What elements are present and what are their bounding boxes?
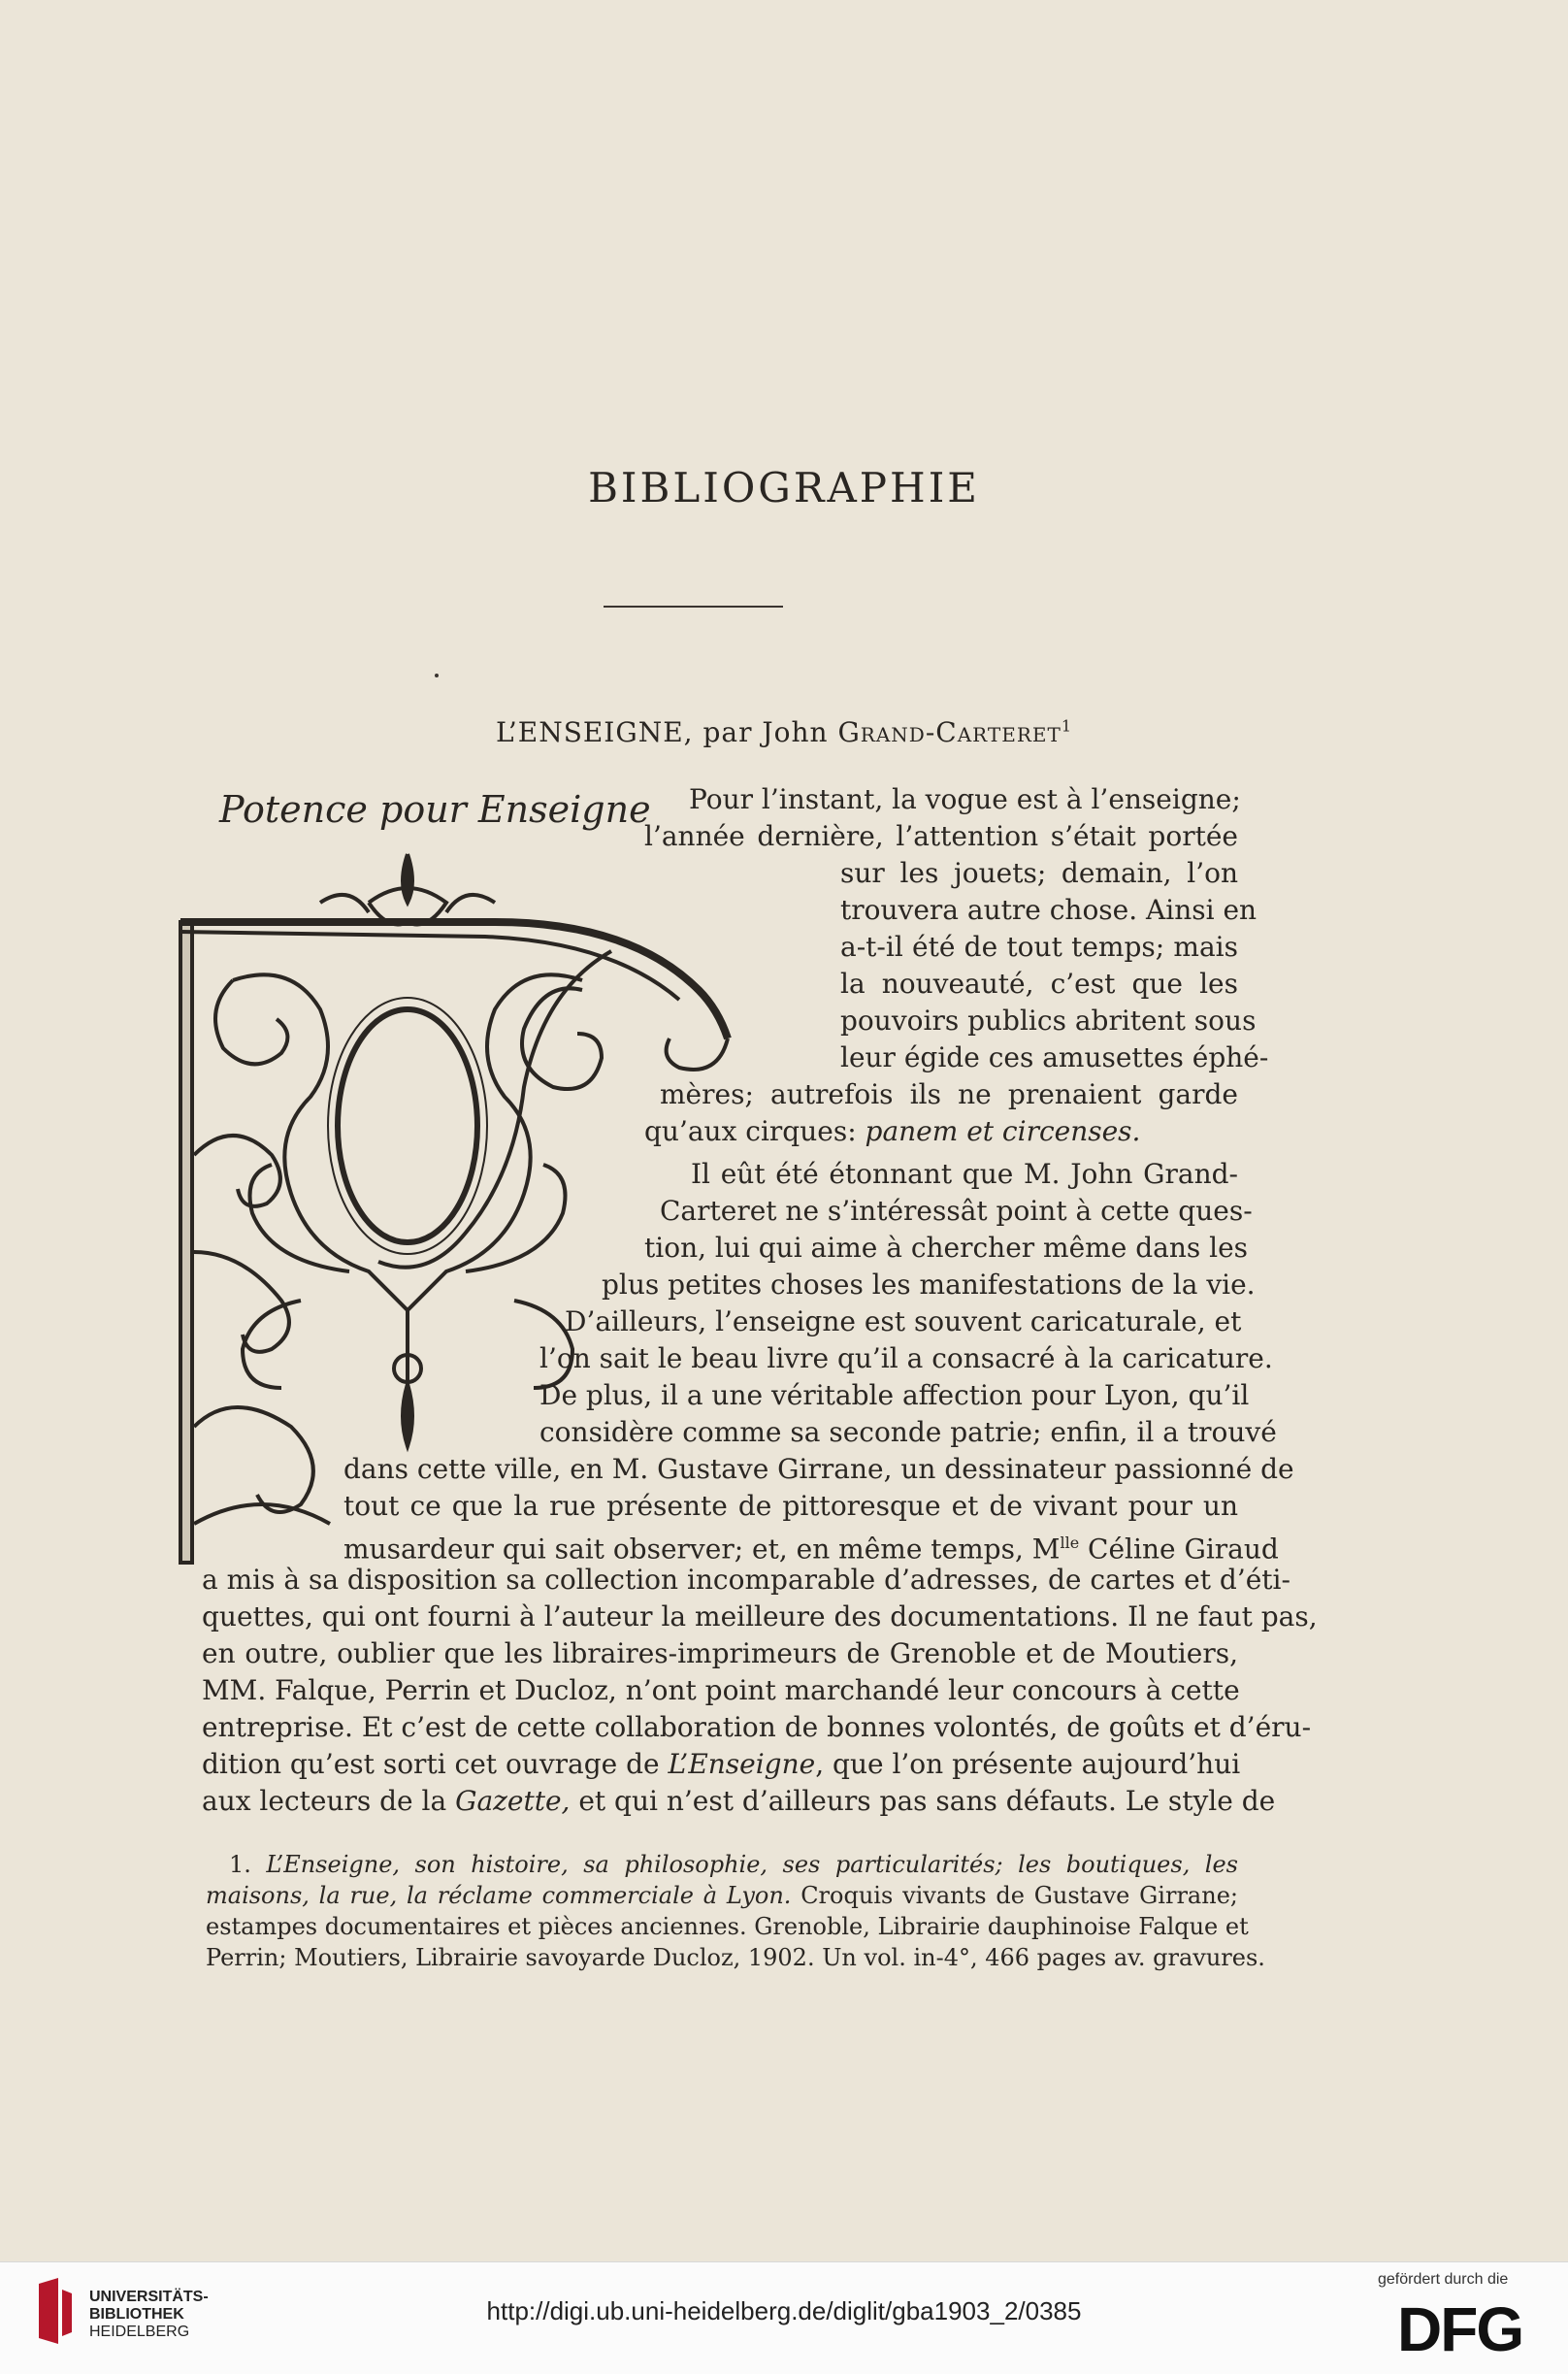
text-line [202, 1747, 1241, 1782]
footnote-line: Perrin; Moutiers, Librairie savoyarde Ducloz, 1902. Un vol. in-4°, 466 pages av. gravures. [206, 1944, 1265, 1971]
text-line: trouvera autre chose. Ainsi en [840, 894, 1258, 926]
article-heading [0, 716, 1568, 748]
italic-span: maisons, la rue, la réclame commerciale à Lyon. [206, 1882, 792, 1909]
text-line: entreprise. Et c’est de cette collaboration de bonnes volontés, de goûts et d’éru- [202, 1711, 1312, 1743]
superscript-span: lle [1060, 1533, 1080, 1552]
text-span: , que l’on présente aujourd’hui [815, 1748, 1241, 1780]
text-line [343, 1526, 1279, 1566]
italic-span: L’Enseigne [668, 1748, 816, 1780]
text-line: tout ce que la rue présente de pittoresque et de vivant pour un [343, 1490, 1238, 1522]
text-span: aux lecteurs de la [202, 1785, 456, 1817]
illustration-caption: Potence pour Enseigne [219, 788, 651, 831]
text-line: la nouveauté, c’est que les [840, 968, 1238, 1000]
footnote-line [229, 1850, 1238, 1879]
text-line: a mis à sa disposition sa collection incomparable d’adresses, de cartes et d’éti- [202, 1564, 1290, 1596]
text-line [644, 1114, 1238, 1149]
library-line: BIBLIOTHEK [89, 2306, 184, 2323]
text-line: MM. Falque, Perrin et Ducloz, n’ont point marchandé leur concours à cette [202, 1674, 1240, 1706]
text-line: Carteret ne s’intéressât point à cette ques- [660, 1195, 1253, 1227]
text-line: quettes, qui ont fourni à l’auteur la meilleure des documentations. Il ne faut pas, [202, 1600, 1318, 1632]
article-heading-prefix: L’ENSEIGNE, par John [495, 716, 838, 748]
text-line: pouvoirs publics abritent sous [840, 1005, 1257, 1037]
text-line: Il eût été étonnant que M. John Grand- [691, 1158, 1238, 1190]
text-line: en outre, oublier que les libraires-imprimeurs de Grenoble et de Moutiers, [202, 1637, 1238, 1669]
footnote-marker: 1 [1061, 716, 1073, 736]
library-line: HEIDELBERG [89, 2324, 190, 2340]
text-line: l’on sait le beau livre qu’il a consacré à la caricature. [539, 1342, 1273, 1374]
dfg-logo[interactable]: DFG [1397, 2294, 1523, 2364]
text-line: tion, lui qui aime à chercher même dans les [644, 1232, 1249, 1264]
page-title: BIBLIOGRAPHIE [588, 464, 980, 511]
text-line: sur les jouets; demain, l’on [840, 857, 1238, 889]
italic-span: Gazette, [455, 1785, 571, 1817]
text-span: Croquis vivants de Gustave Girrane; [791, 1882, 1238, 1909]
article-heading-author: Grand-Carteret [837, 716, 1062, 748]
print-speck [435, 674, 439, 677]
text-line: D’ailleurs, l’enseigne est souvent caricaturale, et [565, 1305, 1242, 1337]
text-span: dition qu’est sorti cet ouvrage de [202, 1748, 669, 1780]
italic-span: L’Enseigne, son histoire, sa philosophie, ses particularités; les boutiques, les [266, 1851, 1238, 1878]
text-line: a-t-il été de tout temps; mais [840, 931, 1238, 963]
footnote-number: 1. [229, 1851, 267, 1878]
footnote-line: estampes documentaires et pièces anciennes. Grenoble, Librairie dauphinoise Falque et [206, 1913, 1249, 1940]
text-span: et qui n’est d’ailleurs pas sans défauts. Le style de [570, 1785, 1276, 1817]
text-line: Pour l’instant, la vogue est à l’enseigne; [689, 783, 1241, 815]
text-span: qu’aux cirques: [644, 1115, 866, 1147]
text-line: leur égide ces amusettes éphé- [840, 1041, 1269, 1073]
text-line: dans cette ville, en M. Gustave Girrane, un dessinateur passionné de [343, 1453, 1294, 1485]
text-line: l’année dernière, l’attention s’était portée [644, 820, 1238, 852]
text-span: Céline Giraud [1079, 1533, 1279, 1566]
text-line: mères; autrefois ils ne prenaient garde [660, 1078, 1238, 1110]
page-url[interactable]: http://digi.ub.uni-heidelberg.de/diglit/gba1903_2/0385 [486, 2296, 1082, 2325]
text-line: De plus, il a une véritable affection pour Lyon, qu’il [539, 1379, 1250, 1411]
text-line: considère comme sa seconde patrie; enfin, il a trouvé [539, 1416, 1277, 1448]
text-line: plus petites choses les manifestations de la vie. [602, 1269, 1256, 1301]
text-line [202, 1784, 1276, 1819]
italic-span: panem et circenses. [865, 1115, 1141, 1147]
title-divider [604, 606, 783, 608]
text-span: musardeur qui sait observer; et, en même temps, M [343, 1533, 1061, 1566]
sponsor-label: gefördert durch die [1378, 2271, 1509, 2288]
footnote-line [206, 1881, 1238, 1910]
library-line: UNIVERSITÄTS- [89, 2289, 209, 2305]
